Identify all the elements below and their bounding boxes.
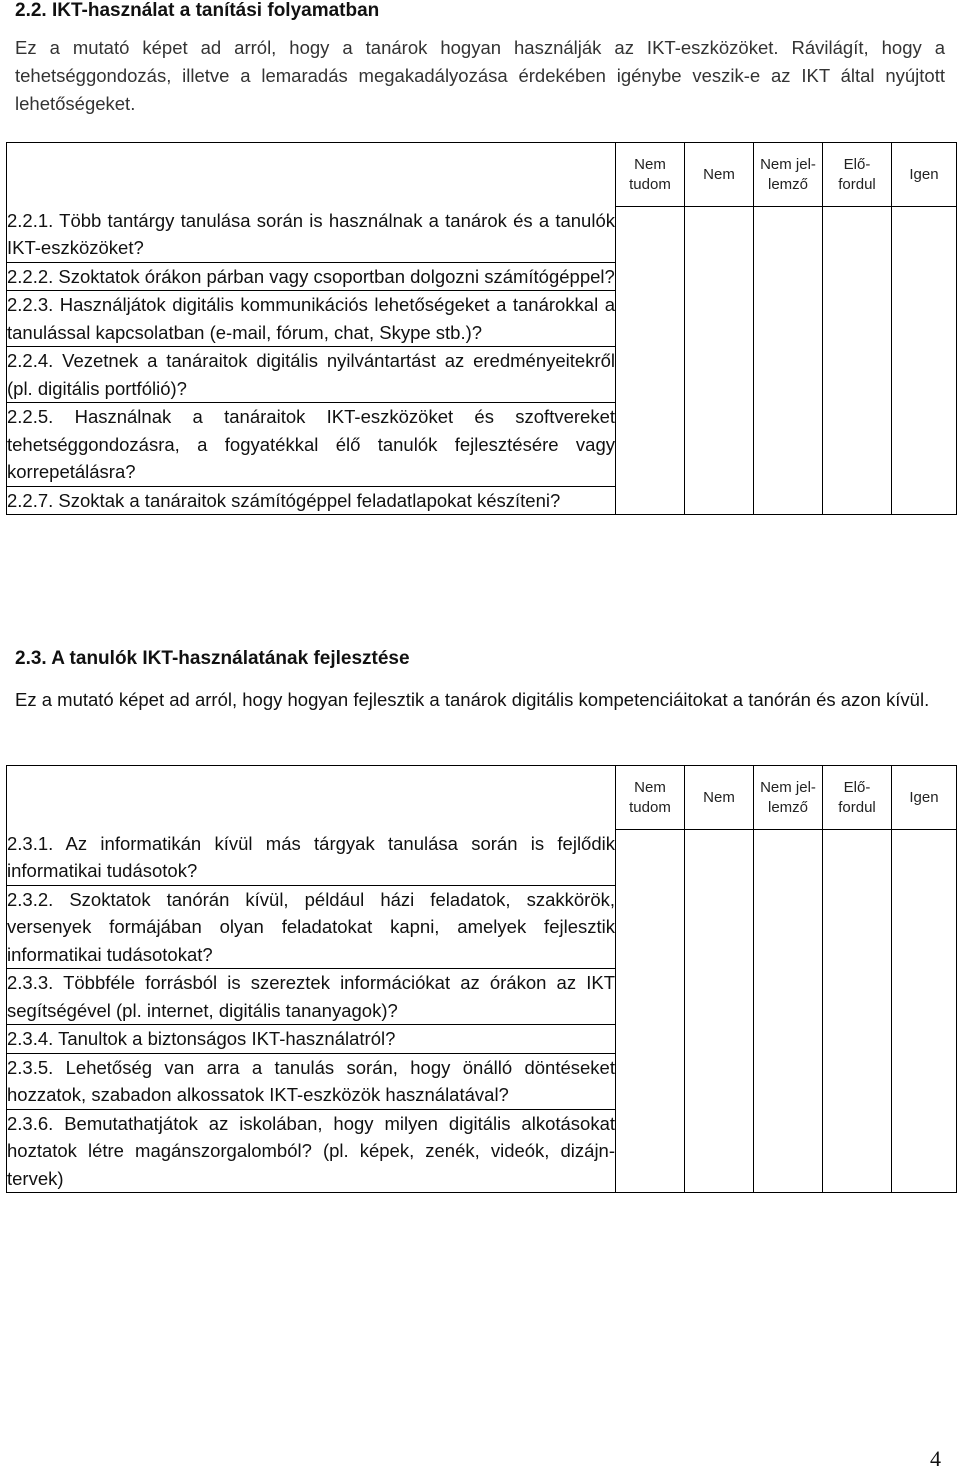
question-row (7, 207, 957, 263)
survey-table-2-2 (6, 142, 957, 515)
survey-table-2-3 (6, 765, 957, 1193)
question-text (7, 1025, 616, 1054)
section-heading-2-3: 2.3. A tanulók IKT-használatának fejlesztése (15, 648, 410, 669)
section-intro-2-3: Ez a mutató képet ad arról, hogy hogyan fejlesztik a tanárok digitális kompetenciáitokat a tanórán és azon kívül. (15, 689, 930, 710)
question-text (7, 830, 616, 886)
answer-column[interactable] (892, 207, 957, 515)
question-text (7, 291, 616, 347)
question-text (7, 262, 616, 291)
answer-column[interactable] (823, 830, 892, 1193)
answer-column[interactable] (616, 207, 685, 515)
column-header-nem: Nem (685, 143, 754, 207)
question-label: 2.2.1. Több tantárgy tanulása során is használnak a tanárok és a tanulók IKT-eszközöket? (7, 209, 615, 258)
answer-column[interactable] (823, 207, 892, 515)
answer-column[interactable] (754, 207, 823, 515)
answer-column[interactable] (685, 207, 754, 515)
question-label: 2.3.5. Lehetőség van arra a tanulás során, hogy önálló döntéseket hozzatok, szabadon alkossatok IKT-eszközök használatával? (7, 1056, 615, 1105)
question-label: 2.2.2. Szoktatok órákon párban vagy csoportban dolgozni számítógéppel? (7, 265, 615, 287)
question-text (7, 403, 616, 487)
column-header-nem-jellemzo: Nem jel-lemző (754, 766, 823, 830)
question-label: 2.3.2. Szoktatok tanórán kívül, például házi feladatok, szakkörök, versenyek formájában olyan feladatokat kapni, amelyek fejlesztik informatikai tudásotokat? (7, 888, 615, 965)
column-header-elofordul: Elő-fordul (823, 766, 892, 830)
question-text (7, 347, 616, 403)
question-text (7, 207, 616, 263)
column-header-nem-jellemzo: Nem jel-lemző (754, 143, 823, 207)
answer-column[interactable] (685, 830, 754, 1193)
column-header-nem-tudom: Nem tudom (616, 143, 685, 207)
question-label: 2.2.5. Használnak a tanáraitok IKT-eszközöket és szoftvereket tehetséggondozásra, a fogyatékkal élő tanulók fejlesztésére vagy korrepetálásra? (7, 406, 615, 482)
question-label: 2.3.6. Bemutathatjátok az iskolában, hogy milyen digitális alkotásokat hoztatok létre magánszorgalomból? (pl. képek, zenék, videók, dizájn-tervek) (7, 1112, 615, 1189)
column-header-igen: Igen (892, 143, 957, 207)
question-text (7, 885, 616, 969)
table-header-row (7, 766, 957, 830)
answer-column[interactable] (892, 830, 957, 1193)
section-heading-2-2: 2.2. IKT-használat a tanítási folyamatban (15, 0, 380, 21)
column-header-nem-tudom: Nem tudom (616, 766, 685, 830)
question-row (7, 830, 957, 886)
question-text (7, 969, 616, 1025)
answer-column[interactable] (616, 830, 685, 1193)
question-label: 2.3.4. Tanultok a biztonságos IKT-használatról? (7, 1028, 396, 1049)
question-label: 2.3.3. Többféle forrásból is szereztek információkat az órákon az IKT segítségével (pl. internet, digitális tananyagok)? (7, 972, 615, 1021)
column-header-igen: Igen (892, 766, 957, 830)
section-intro-2-2: Ez a mutató képet ad arról, hogy a tanárok hogyan használják az IKT-eszközöket. Rávilágít, hogy a tehetséggondozás, illetve a lemaradás megakadályozása érdekében igénybe veszik-e az IKT által nyújtott lehetőségeket. (15, 37, 945, 114)
column-header-nem: Nem (685, 766, 754, 830)
question-text (7, 486, 616, 515)
question-text (7, 1053, 616, 1109)
page-number: 4 (930, 1446, 941, 1471)
table-header-row (7, 143, 957, 207)
question-label: 2.2.3. Használjátok digitális kommunikációs lehetőségeket a tanárokkal a tanulással kapcsolatban (e-mail, fórum, chat, Skype stb.)? (7, 294, 615, 343)
answer-column[interactable] (754, 830, 823, 1193)
question-column-header (7, 143, 616, 207)
question-label: 2.2.4. Vezetnek a tanáraitok digitális nyilvántartást az eredményeitekről (pl. digitális portfólió)? (7, 350, 615, 399)
question-text (7, 1109, 616, 1193)
question-column-header (7, 766, 616, 830)
column-header-elofordul: Elő-fordul (823, 143, 892, 207)
question-label: 2.3.1. Az informatikán kívül más tárgyak tanulása során is fejlődik informatikai tudásotok? (7, 832, 615, 881)
question-label: 2.2.7. Szoktak a tanáraitok számítógéppel feladatlapokat készíteni? (7, 489, 561, 511)
